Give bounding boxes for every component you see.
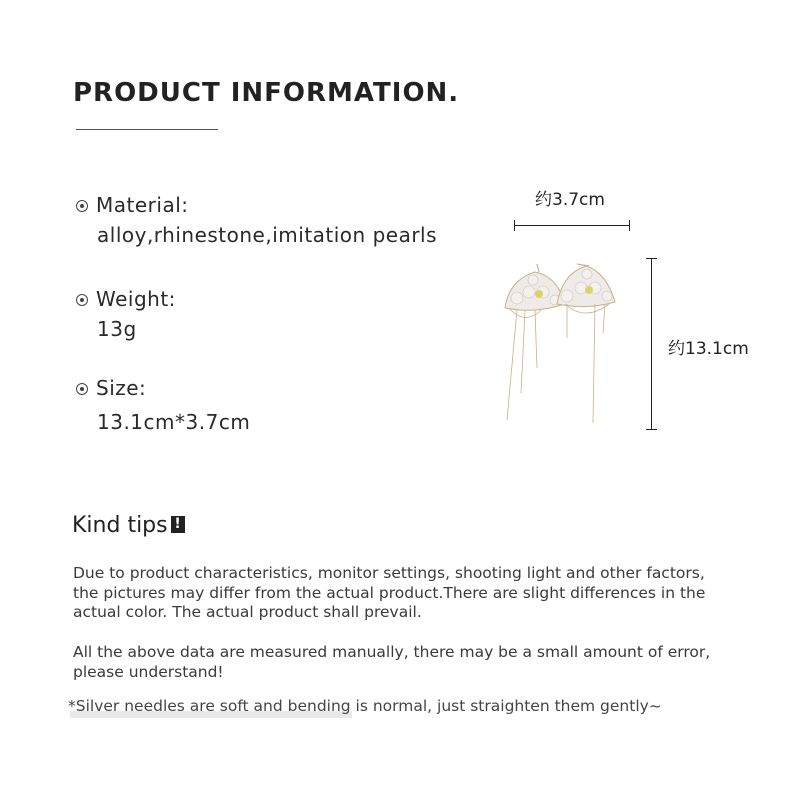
height-dimension-tick-top — [646, 258, 657, 259]
height-dimension-tick-bottom — [646, 429, 657, 430]
width-dimension-tick-left — [514, 220, 515, 231]
kind-tips-label: Kind tips — [72, 513, 168, 538]
spec-weight — [76, 287, 176, 341]
tips-paragraph-2: All the above data are measured manually, there may be a small amount of error, please understand! — [73, 643, 711, 681]
bullet-icon — [76, 294, 88, 306]
material-value: alloy,rhinestone,imitation pearls — [97, 223, 438, 247]
left-earring-icon — [505, 264, 565, 420]
size-value: 13.1cm*3.7cm — [97, 410, 251, 434]
warning-icon: ! — [171, 516, 185, 533]
width-dimension-tick-right — [629, 220, 630, 231]
tips-paragraph-1: Due to product characteristics, monitor settings, shooting light and other factors, the pictures may differ from the actual product.There are slight differences in the actual color. The actual product shall prevail. — [73, 564, 706, 621]
page-title: PRODUCT INFORMATION. — [73, 78, 460, 108]
width-dimension-line — [514, 225, 630, 226]
kind-tips-heading — [72, 513, 185, 538]
bullet-icon — [76, 383, 88, 395]
material-label: Material: — [96, 193, 189, 217]
height-dimension-line — [651, 258, 652, 430]
right-earring-icon — [557, 264, 615, 423]
bullet-icon — [76, 200, 88, 212]
weight-value: 13g — [97, 317, 137, 341]
footnote: *Silver needles are soft and bending is normal, just straighten them gently~ — [68, 697, 662, 715]
weight-label: Weight: — [96, 287, 176, 311]
size-label: Size: — [96, 376, 147, 400]
width-dimension-label: 约3.7cm — [535, 190, 605, 210]
title-divider — [76, 129, 218, 130]
earring-product-image — [495, 258, 625, 428]
height-dimension-label: 约13.1cm — [668, 339, 749, 359]
spec-size — [76, 376, 250, 434]
spec-material — [76, 193, 437, 247]
